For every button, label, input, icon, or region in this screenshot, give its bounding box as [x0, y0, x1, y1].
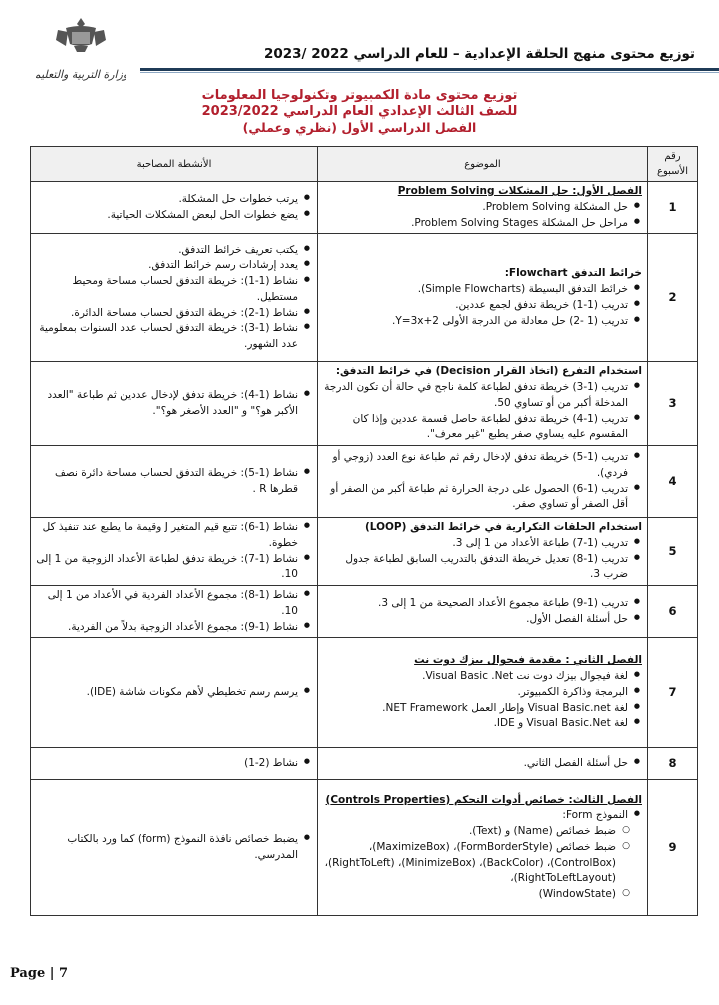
topic-item: ● تدريب (1-9) طباعة مجموع الأعداد الصحيحة من 1 إلى 3.	[323, 596, 628, 612]
topic-sub-item: ○ ضبط خصائص (Name) و (Text).	[323, 824, 616, 840]
topic-item: ● تدريب (1-3) خريطة تدفق لطباعة كلمة ناجح في حالة أن تكون الدرجة المدخلة أكبر من أو تساوي 50.	[323, 380, 628, 412]
topic-cell	[318, 362, 648, 446]
topic-item: ● لغة Visual Basic.net وإطار العمل NET Framework.	[323, 701, 628, 717]
term-title: الفصل الدراسي الأول (نظري وعملي)	[242, 120, 477, 135]
document-title: توزيع محتوى منهج الحلقة الإعدادية – للعام الدراسي 2022 /2023	[263, 46, 695, 62]
topic-item: ● تدريب (1-7) طباعة الأعداد من 1 إلى 3.	[323, 536, 628, 552]
week-number: 8	[648, 748, 698, 780]
table-row	[31, 362, 698, 446]
topic-item: ● تدريب (1-1) خريطة تدفق لجمع عددين.	[323, 298, 628, 314]
activity-item: ● نشاط (1-1): خريطة التدفق لحساب مساحة ومحيط مستطيل.	[36, 274, 298, 306]
week-number: 1	[648, 182, 698, 234]
week-number: 7	[648, 638, 698, 748]
topic-item: ● حل المشكلة Problem Solving.	[323, 200, 628, 216]
topic-item: ● تدريب (1 -2) حل معادلة من الدرجة الأولى Y=3x+2.	[323, 314, 628, 330]
header-rule	[140, 68, 719, 71]
table-row	[31, 586, 698, 638]
week-number: 4	[648, 446, 698, 518]
header-rule-thin	[140, 72, 719, 73]
grade-year: للصف الثالث الإعدادي العام الدراسي 2023/2022	[201, 104, 518, 119]
activity-item: ● يرتب خطوات حل المشكلة.	[36, 192, 298, 208]
topic-item: ● مراحل حل المشكلة Problem Solving Stages.	[323, 216, 628, 232]
activity-item: ● يرسم رسم تخطيطي لأهم مكونات شاشة (IDE).	[36, 685, 298, 701]
table-row	[31, 518, 698, 586]
topic-cell	[318, 182, 648, 234]
topic-sub-item: ○ (WindowState)	[323, 887, 616, 903]
header-week: رقم الأسبوع	[648, 147, 698, 182]
topic-cell	[318, 638, 648, 748]
topic-item: ● تدريب (1-8) تعديل خريطة التدفق بالتدريب السابق لطباعة جدول ضرب 3.	[323, 552, 628, 584]
header-topic: الموضوع	[318, 147, 648, 182]
topic-item: ● لغة Visual Basic.Net و IDE.	[323, 716, 628, 732]
week-number: 9	[648, 780, 698, 916]
topic-cell	[318, 780, 648, 916]
topic-item: ● حل أسئلة الفصل الأول.	[323, 612, 628, 628]
week-number: 5	[648, 518, 698, 586]
table-row	[31, 234, 698, 362]
activity-item: ● نشاط (1-5): خريطة التدفق لحساب مساحة دائرة نصف قطرها R .	[36, 466, 298, 498]
week-number: 3	[648, 362, 698, 446]
table-header-row	[31, 147, 698, 182]
table-row	[31, 182, 698, 234]
table-row	[31, 748, 698, 780]
topic-heading: الفصل الثالث: خصائص أدوات التحكم (Controls Properties)	[325, 793, 642, 806]
week-number: 2	[648, 234, 698, 362]
topic-item: ● لغة فيجوال بيزك دوت نت Visual Basic .Net.	[323, 669, 628, 685]
logo-text: وزارة التربية والتعليم	[36, 68, 126, 81]
activity-item: ● نشاط (1-8): مجموع الأعداد الفردية في الأعداد من 1 إلى 10.	[36, 588, 298, 620]
topic-cell	[318, 586, 648, 638]
activities-cell	[31, 780, 318, 916]
topic-item: ● البرمجة وذاكرة الكمبيوتر.	[323, 685, 628, 701]
curriculum-table	[30, 146, 698, 916]
topic-item: ● تدريب (1-5) خريطة تدفق لإدخال رقم ثم طباعة نوع العدد (زوجي أو فردي).	[323, 450, 628, 482]
activities-cell	[31, 638, 318, 748]
activity-item: ● يضبط خصائص نافذة النموذج (form) كما ورد بالكتاب المدرسي.	[36, 832, 298, 864]
topic-item: ● النموذج Form:	[323, 808, 628, 824]
ministry-logo	[36, 14, 126, 86]
activity-item: ● يعدد إرشادات رسم خرائط التدفق.	[36, 258, 298, 274]
topic-heading: الفصل الأول: حل المشكلات Problem Solving	[397, 185, 642, 197]
eagle-emblem-icon	[36, 14, 126, 86]
topic-cell	[318, 446, 648, 518]
table-row	[31, 780, 698, 916]
activities-cell	[31, 182, 318, 234]
topic-item: ● حل أسئلة الفصل الثاني.	[323, 756, 628, 772]
topic-heading: استخدام التفرع (اتخاذ القرار Decision) في خرائط التدفق:	[335, 365, 642, 378]
activities-cell	[31, 518, 318, 586]
page-number: Page | 7	[10, 966, 69, 981]
activity-item: ● نشاط (1-7): خريطة تدفق لطباعة الأعداد الزوجية من 1 إلى 10.	[36, 552, 298, 584]
topic-heading: خرائط التدفق Flowchart:	[504, 267, 642, 280]
activities-cell	[31, 234, 318, 362]
topic-cell	[318, 748, 648, 780]
table-row	[31, 446, 698, 518]
header-activities: الأنشطة المصاحبة	[31, 147, 318, 182]
subject-title: توزيع محتوى مادة الكمبيوتر وتكنولوجيا المعلومات	[201, 88, 518, 103]
topic-cell	[318, 518, 648, 586]
topic-item: ● تدريب (1-4) خريطة تدفق لطباعة حاصل قسمة عددين وإذا كان المقسوم عليه يساوي صفر يطبع "غير معرف".	[323, 412, 628, 444]
activity-item: ● نشاط (1-9): مجموع الأعداد الزوجية بدلاً من الفردية.	[36, 620, 298, 636]
activity-item: ● يكتب تعريف خرائط التدفق.	[36, 243, 298, 259]
topic-item: ● تدريب (1-6) الحصول على درجة الحرارة ثم طباعة أكبر من الصفر أو أقل الصفر أو تساوي صفر.	[323, 482, 628, 514]
activities-cell	[31, 446, 318, 518]
activity-item: ● نشاط (1-4): خريطة تدفق لإدخال عددين ثم طباعة "العدد الأكبر هو؟" و "العدد الأصغر هو؟".	[36, 388, 298, 420]
activity-item: ● يضع خطوات الحل لبعض المشكلات الحياتية.	[36, 208, 298, 224]
activities-cell	[31, 586, 318, 638]
activity-item: ● نشاط (1-6): تتبع قيم المتغير J وقيمة ما يطبع عند تنفيذ كل خطوة.	[36, 520, 298, 552]
table-row	[31, 638, 698, 748]
activity-item: ● نشاط (2-1)	[36, 756, 298, 772]
activities-cell	[31, 362, 318, 446]
week-number: 6	[648, 586, 698, 638]
activity-item: ● نشاط (1-2): خريطة التدفق لحساب مساحة الدائرة.	[36, 306, 298, 322]
activities-cell	[31, 748, 318, 780]
topic-heading: استخدام الحلقات التكرارية في خرائط التدفق (LOOP)	[364, 521, 642, 533]
activity-item: ● نشاط (1-3): خريطة التدفق لحساب عدد السنوات بمعلومية عدد الشهور.	[36, 321, 298, 353]
topic-heading: الفصل الثاني : مقدمة فيجوال بيزك دوت نت	[414, 654, 642, 667]
topic-item: ● خرائط التدفق البسيطة (Simple Flowcharts).	[323, 282, 628, 298]
topic-cell	[318, 234, 648, 362]
topic-sub-item: ○ ضبط خصائص (FormBorderStyle)، (MaximizeBox)، (ControlBox)، (BackColor)، (MinimizeBox)، (RightToLeft)، (RightToLeftLayout)،	[323, 840, 616, 887]
